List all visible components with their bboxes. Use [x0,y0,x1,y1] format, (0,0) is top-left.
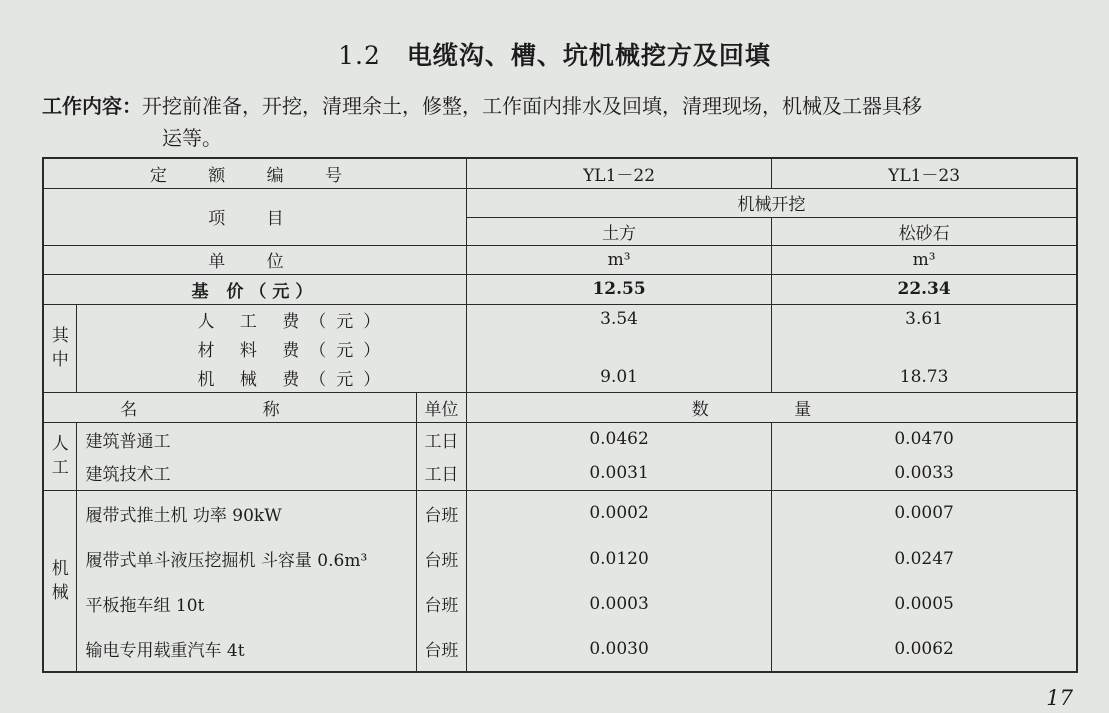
machine-name-1: 履带式推土机 功率 90kW [77,490,416,536]
unit-label: 单 位 [43,245,466,274]
base-price-1: 12.55 [466,274,771,304]
base-price-label: 基 价（元） [43,274,466,304]
row-unit [43,245,1077,274]
machine-cost-label: 机 械 费（元） [77,363,466,392]
row-base-price [43,274,1077,304]
base-price-2: 22.34 [772,274,1077,304]
work-content-line2: 运等。 [162,126,222,150]
labor-name-1: 建筑普通工 [77,422,416,456]
table-row [43,536,1077,581]
of-which-label [43,304,77,392]
work-content [42,90,1082,154]
row-quota-code [43,158,1077,188]
row-resource-header [43,392,1077,422]
table-row [43,490,1077,536]
page-number: 17 [1046,686,1073,710]
machine-qty-3a: 0.0003 [466,581,771,626]
labor-cost-1: 3.54 [466,304,771,334]
labor-unit-1: 工日 [416,422,466,456]
machine-qty-1a: 0.0002 [466,490,771,536]
section-number: 1.2 [338,41,381,70]
machine-unit-1: 台班 [416,490,466,536]
table-row [43,626,1077,672]
item-label: 项 目 [43,188,466,245]
material-cost-2 [772,334,1077,363]
unit-1: m³ [466,245,771,274]
material-cost-1 [466,334,771,363]
labor-qty-2b: 0.0033 [772,456,1077,490]
machine-cost-2: 18.73 [772,363,1077,392]
quota-code-2: YL1－23 [772,158,1077,188]
table-row [43,456,1077,490]
item-2: 松砂石 [772,217,1077,245]
machine-unit-2: 台班 [416,536,466,581]
table-row [43,581,1077,626]
machine-unit-3: 台班 [416,581,466,626]
quota-code-1: YL1－22 [466,158,771,188]
section-heading: 电缆沟、槽、坑机械挖方及回填 [406,41,771,70]
labor-cost-label: 人 工 费（元） [77,304,466,334]
machine-cost-1: 9.01 [466,363,771,392]
labor-name-2: 建筑技术工 [77,456,416,490]
machine-qty-4a: 0.0030 [466,626,771,672]
of-which-text: 其中 [51,326,69,370]
labor-unit-2: 工日 [416,456,466,490]
work-content-line1: 开挖前准备，开挖，清理余土，修整，工作面内排水及回填，清理现场，机械及工器具移 [142,94,922,118]
machine-qty-2a: 0.0120 [466,536,771,581]
machine-qty-2b: 0.0247 [772,536,1077,581]
table-row [43,422,1077,456]
machine-unit-4: 台班 [416,626,466,672]
name-col-label: 名 称 [43,392,416,422]
material-cost-label: 材 料 费（元） [77,334,466,363]
labor-group-text: 人工 [51,434,69,478]
labor-cost-2: 3.61 [772,304,1077,334]
machine-group-label [43,490,77,672]
labor-group-label [43,422,77,490]
machine-group-text: 机械 [51,558,69,603]
qty-col-label: 数 量 [466,392,1077,422]
unit-col-label: 单位 [416,392,466,422]
section-title [0,36,1109,72]
work-content-label: 工作内容： [42,94,142,118]
quota-code-label: 定 额 编 号 [43,158,466,188]
labor-qty-1b: 0.0470 [772,422,1077,456]
labor-qty-2a: 0.0031 [466,456,771,490]
unit-2: m³ [772,245,1077,274]
row-labor-cost [43,304,1077,334]
machine-name-2: 履带式单斗液压挖掘机 斗容量 0.6m³ [77,536,416,581]
item-1: 土方 [466,217,771,245]
machine-qty-4b: 0.0062 [772,626,1077,672]
labor-qty-1a: 0.0462 [466,422,771,456]
machine-qty-3b: 0.0005 [772,581,1077,626]
machine-name-4: 输电专用载重汽车 4t [77,626,416,672]
machine-qty-1b: 0.0007 [772,490,1077,536]
item-group: 机械开挖 [466,188,1077,217]
row-material-cost [43,334,1077,363]
row-machine-cost [43,363,1077,392]
row-item-group [43,188,1077,217]
quota-table [42,157,1078,673]
machine-name-3: 平板拖车组 10t [77,581,416,626]
